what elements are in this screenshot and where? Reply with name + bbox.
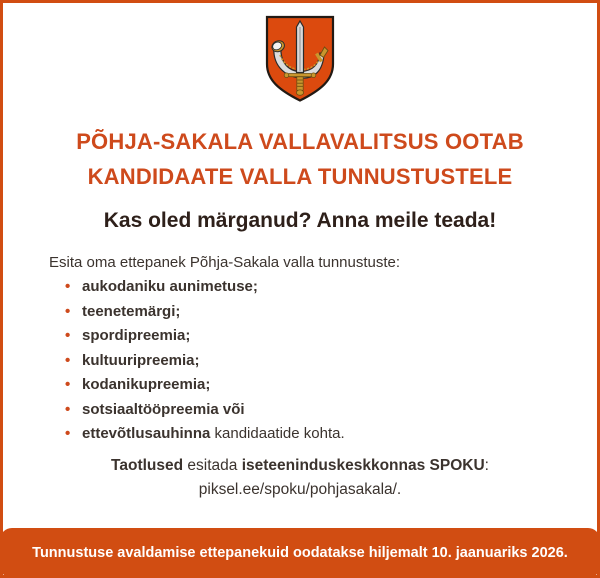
bullet-dot-icon: • — [65, 400, 71, 418]
bullet-dot-icon: • — [65, 351, 71, 369]
subtitle: Kas oled märganud? Anna meile teada! — [103, 209, 497, 232]
list-item-bold: spordipreemia; — [82, 327, 191, 344]
list-item-bold: ettevõtlusauhinna — [82, 425, 211, 442]
bullet-dot-icon: • — [65, 278, 71, 295]
crossguard-curl-right — [311, 73, 316, 78]
apply-instructions — [3, 455, 597, 477]
apply-bold-2: iseteeninduskeskkonnas SPOKU — [241, 456, 485, 474]
list-item-bold: teenetemärgi; — [82, 302, 181, 320]
apply-bold-1: Taotlused — [111, 456, 184, 474]
bullet-dot-icon: • — [65, 327, 71, 344]
page-title-line2: KANDIDAATE VALLA TUNNUSTUSTELE — [87, 164, 513, 189]
bullet-dot-icon: • — [65, 302, 71, 320]
sword-crossguard — [288, 74, 312, 77]
crossguard-curl-left — [284, 73, 289, 78]
page-title-line1: PÕHJA-SAKALA VALLAVALITSUS OOTAB — [76, 129, 524, 154]
page-title — [3, 124, 597, 194]
apply-regular-2: : — [484, 456, 489, 474]
list-item — [65, 275, 597, 300]
list-item — [65, 300, 597, 325]
award-list — [3, 275, 597, 447]
spoku-url: piksel.ee/spoku/pohjasakala/. — [198, 480, 402, 498]
list-item-bold: kultuuripreemia; — [82, 351, 200, 369]
intro-text: Esita oma ettepanek Põhja-Sakala valla tunnustuste: — [49, 254, 401, 271]
municipal-coat-of-arms-icon — [263, 14, 337, 104]
deadline-text: Tunnustuse avaldamise ettepanekuid oodatakse hiljemalt 10. jaanuariks 2026. — [32, 545, 568, 561]
list-item — [65, 373, 597, 398]
deadline-bar — [0, 528, 600, 578]
list-item — [65, 324, 597, 349]
list-item — [65, 398, 597, 423]
sword-pommel — [296, 90, 303, 95]
list-item-bold: kodanikupreemia; — [82, 376, 211, 393]
list-item — [65, 349, 597, 374]
bullet-dot-icon: • — [65, 376, 71, 393]
list-item-rest: kandidaatide kohta. — [210, 425, 345, 442]
list-item-bold: sotsiaaltööpreemia või — [82, 400, 245, 418]
list-item — [65, 422, 597, 447]
bullet-dot-icon: • — [65, 425, 71, 442]
list-item-bold: aukodaniku aunimetuse; — [82, 278, 258, 295]
apply-regular-1: esitada — [183, 456, 242, 474]
